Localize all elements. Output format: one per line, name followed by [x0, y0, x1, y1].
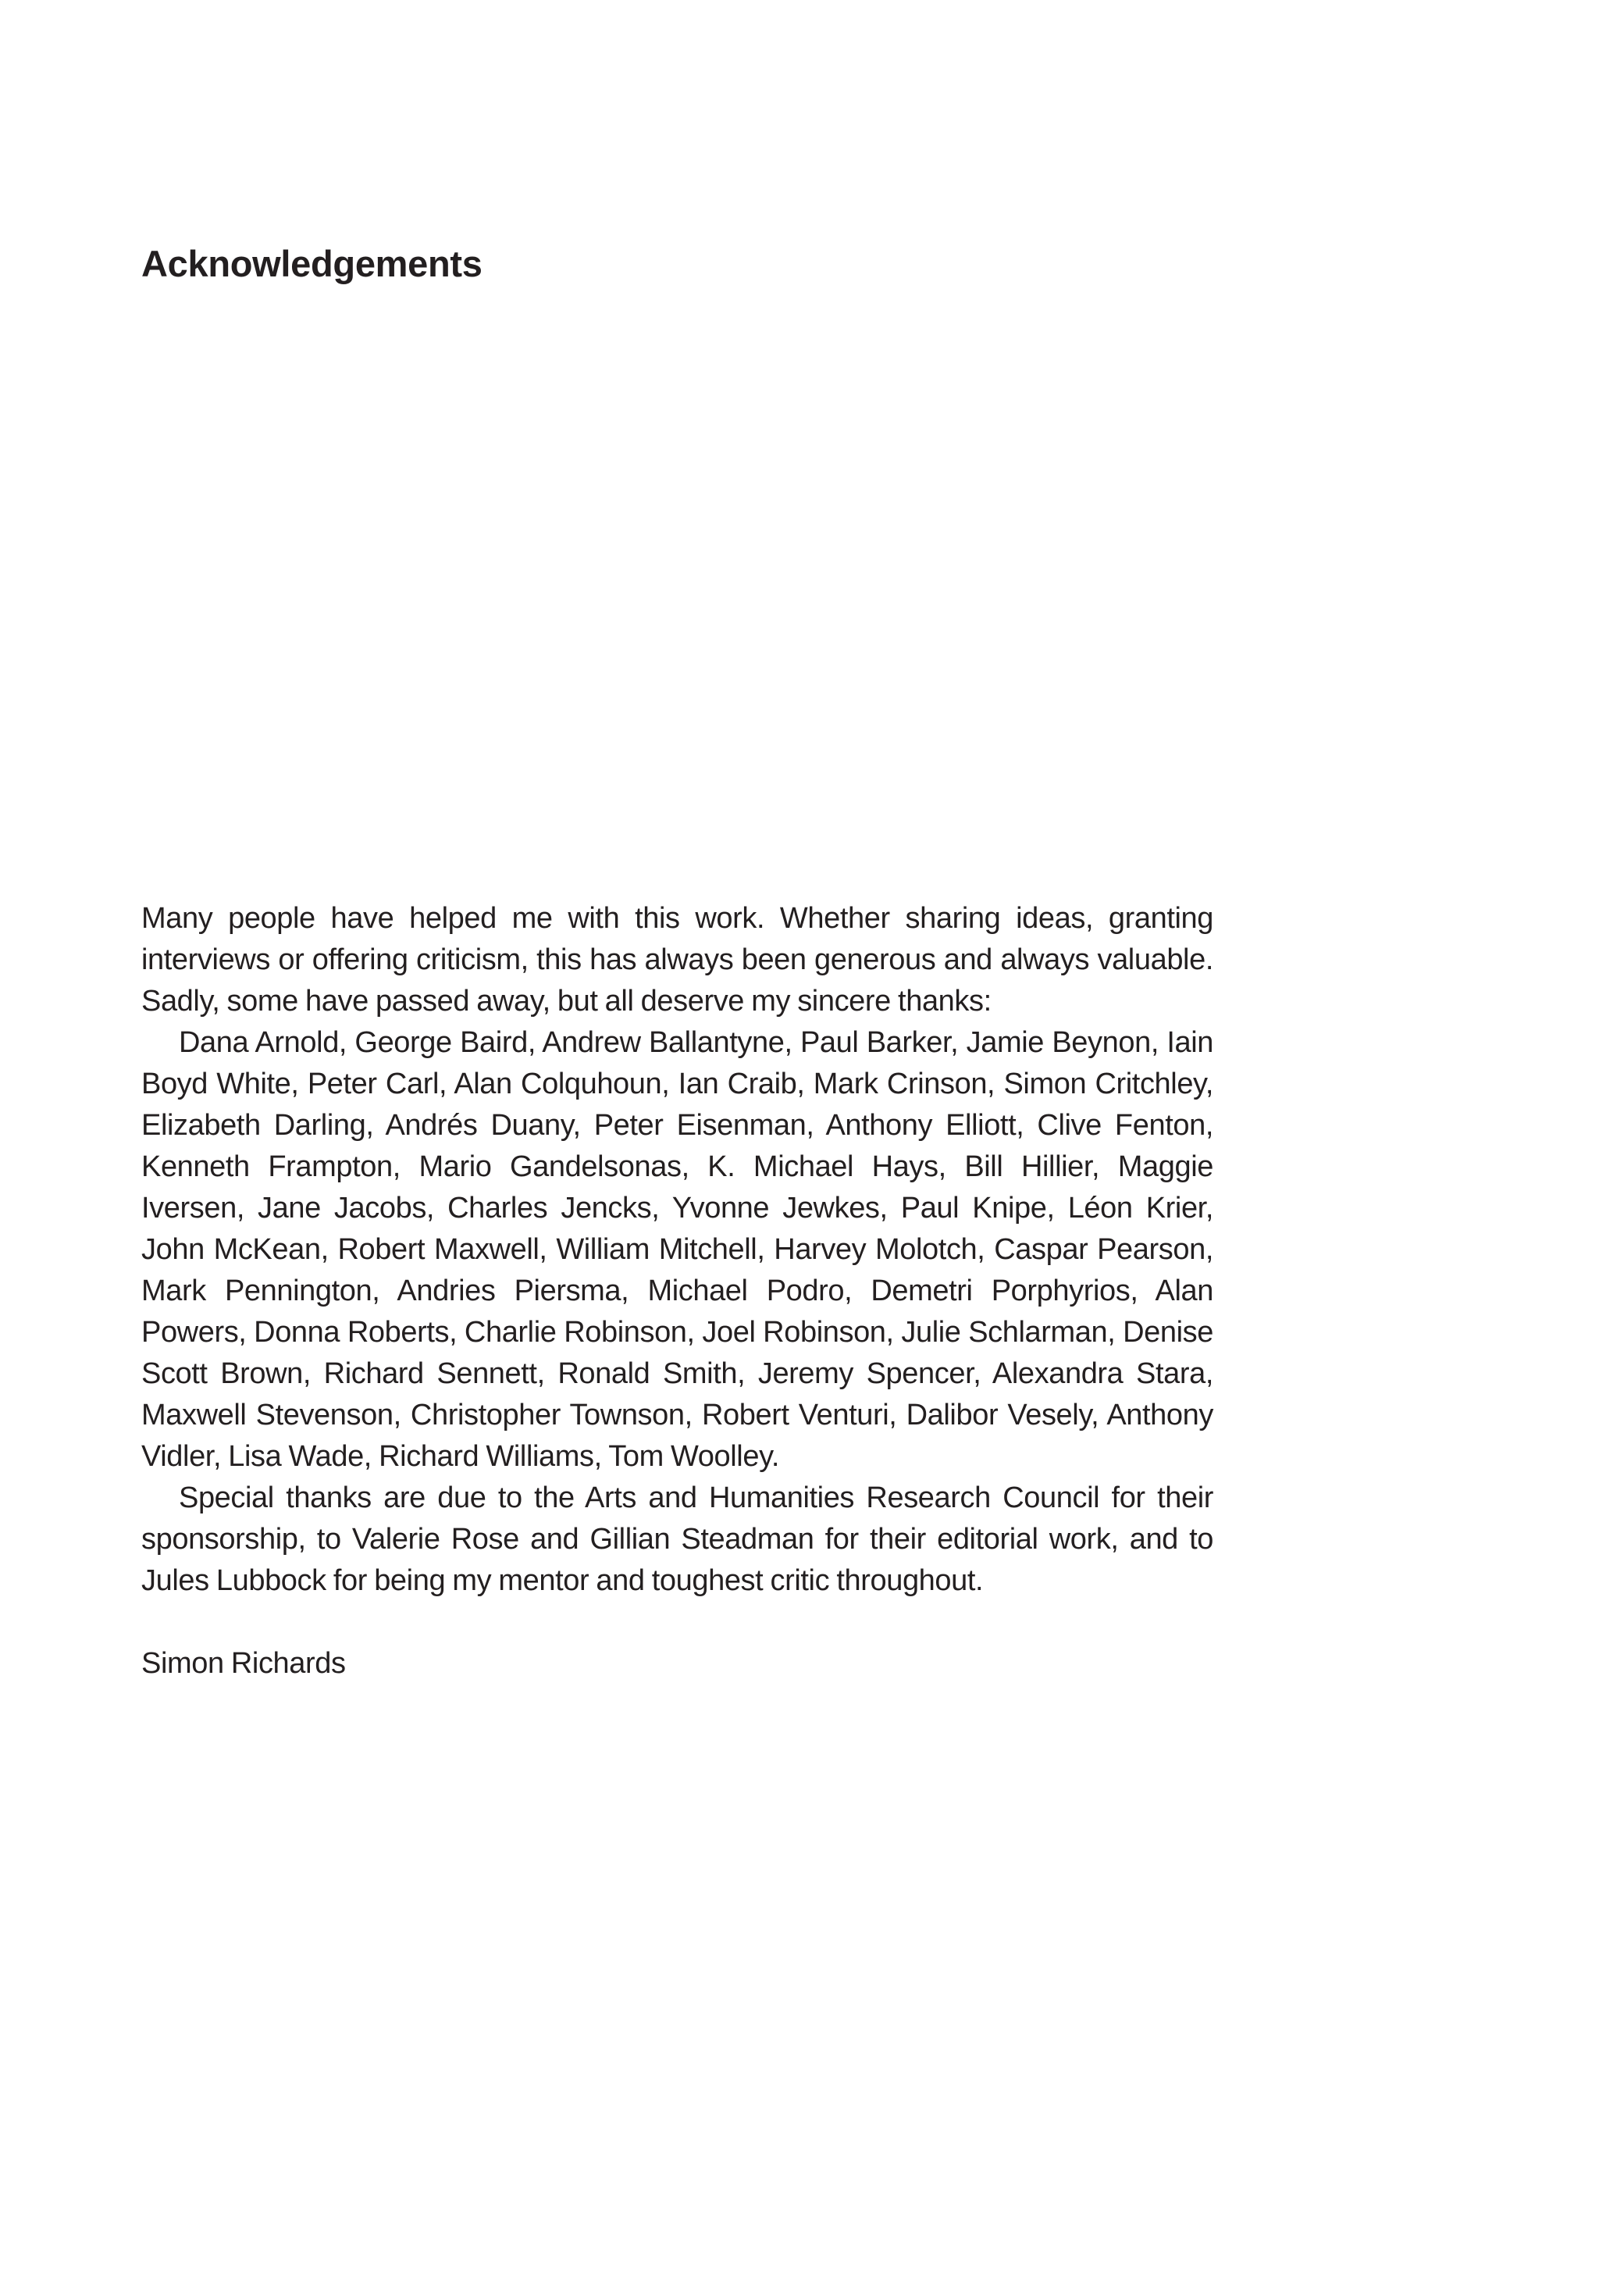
- intro-paragraph: Many people have helped me with this work. Whether sharing ideas, granting interviews or offering criticism, this has always been generous and always valuable. Sadly, some have passed away, but all deserve my sincere thanks:: [141, 902, 1213, 1018]
- acknowledgements-body: [141, 898, 1213, 1685]
- names-paragraph: Dana Arnold, George Baird, Andrew Ballantyne, Paul Barker, Jamie Beynon, Iain Boyd White, Peter Carl, Alan Colquhoun, Ian Craib, Mark Crinson, Simon Critchley, Elizabeth Darling, Andrés Duany, Peter Eisenman, Anthony Elliott, Clive Fenton, Kenneth Frampton, Mario Gandelsonas, K. Michael Hays, Bill Hillier, Maggie Iversen, Jane Jacobs, Charles Jencks, Yvonne Jewkes, Paul Knipe, Léon Krier, John McKean, Robert Maxwell, William Mitchell, Harvey Molotch, Caspar Pearson, Mark Pennington, Andries Piersma, Michael Podro, Demetri Porphyrios, Alan Powers, Donna Roberts, Charlie Robinson, Joel Robinson, Julie Schlarman, Denise Scott Brown, Richard Sennett, Ronald Smith, Jeremy Spencer, Alexandra Stara, Maxwell Stevenson, Christopher Townson, Robert Venturi, Dalibor Vesely, Anthony Vidler, Lisa Wade, Richard Williams, Tom Woolley.: [141, 1026, 1213, 1473]
- special-thanks-paragraph: Special thanks are due to the Arts and Humanities Research Council for their sponsorship, to Valerie Rose and Gillian Steadman for their editorial work, and to Jules Lubbock for being my mentor and toughest critic throughout.: [141, 1481, 1213, 1597]
- page-title: Acknowledgements: [141, 243, 483, 284]
- author-signature: Simon Richards: [141, 1647, 346, 1680]
